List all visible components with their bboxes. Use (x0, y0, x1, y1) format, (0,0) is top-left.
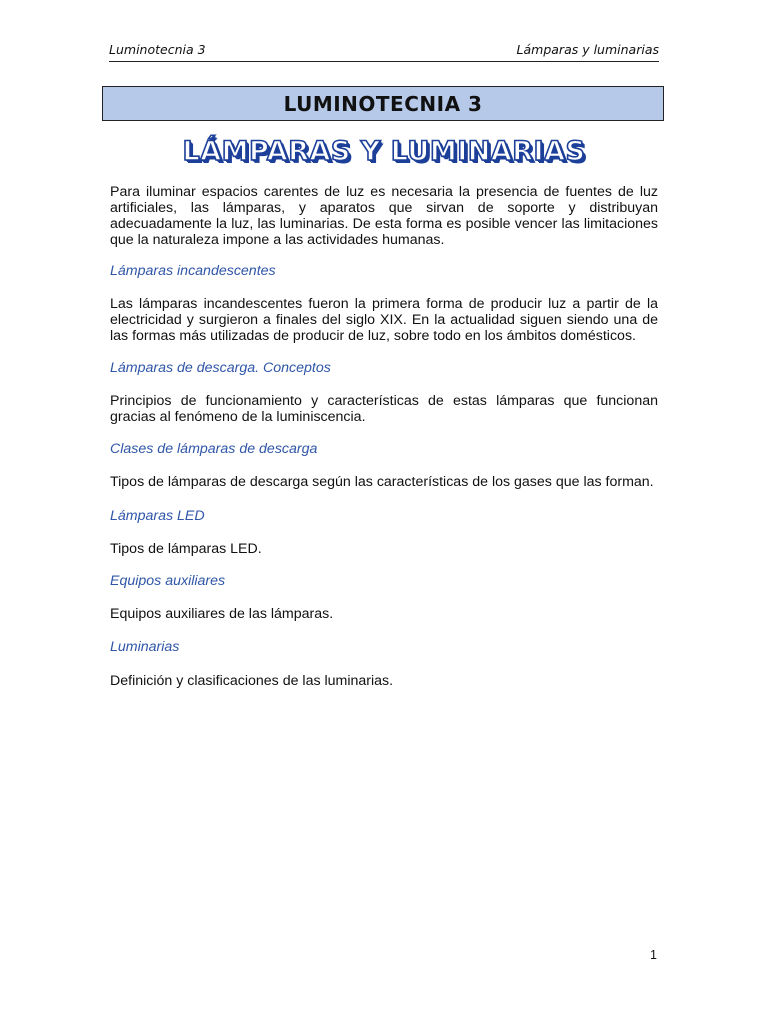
section-heading-clases-descarga: Clases de lámparas de descarga (110, 441, 318, 457)
section-text-clases-descarga: Tipos de lámparas de descarga según las características de los gases que las forman. (110, 474, 654, 490)
section-heading-incandescentes: Lámparas incandescentes (110, 263, 276, 279)
section-heading-luminarias: Luminarias (110, 639, 180, 655)
header-left-text: Luminotecnia 3 (109, 42, 206, 57)
header-divider (109, 61, 659, 62)
section-text-descarga-conceptos: Principios de funcionamiento y características de estas lámparas que funcionan gracias al fenómeno de la luminiscencia. (110, 393, 658, 425)
section-heading-led: Lámparas LED (110, 508, 205, 524)
page-number: 1 (650, 948, 657, 962)
section-text-equipos-auxiliares: Equipos auxiliares de las lámparas. (110, 606, 334, 622)
title-box (102, 86, 664, 121)
header-right-text: Lámparas y luminarias (516, 42, 659, 57)
page-header (109, 42, 659, 57)
section-heading-equipos-auxiliares: Equipos auxiliares (110, 573, 226, 589)
section-heading-descarga-conceptos: Lámparas de descarga. Conceptos (110, 360, 331, 376)
wordart-title: LÁMPARAS Y LUMINARIAS (182, 136, 586, 167)
section-text-led: Tipos de lámparas LED. (110, 541, 262, 557)
section-text-incandescentes: Las lámparas incandescentes fueron la primera forma de producir luz a partir de la electricidad y surgieron a finales del siglo XIX. En la actualidad siguen siendo una de las formas más utilizadas de producir de luz, sobre todo en los ámbitos domésticos. (110, 296, 658, 344)
document-title: LUMINOTECNIA 3 (283, 91, 483, 116)
intro-paragraph: Para iluminar espacios carentes de luz es necesaria la presencia de fuentes de luz artificiales, las lámparas, y aparatos que sirvan de soporte y distribuyan adecuadamente la luz, las luminarias. De esta forma es posible vencer las limitaciones que la naturaleza impone a las actividades humanas. (110, 184, 658, 248)
section-text-luminarias: Definición y clasificaciones de las luminarias. (110, 673, 394, 689)
